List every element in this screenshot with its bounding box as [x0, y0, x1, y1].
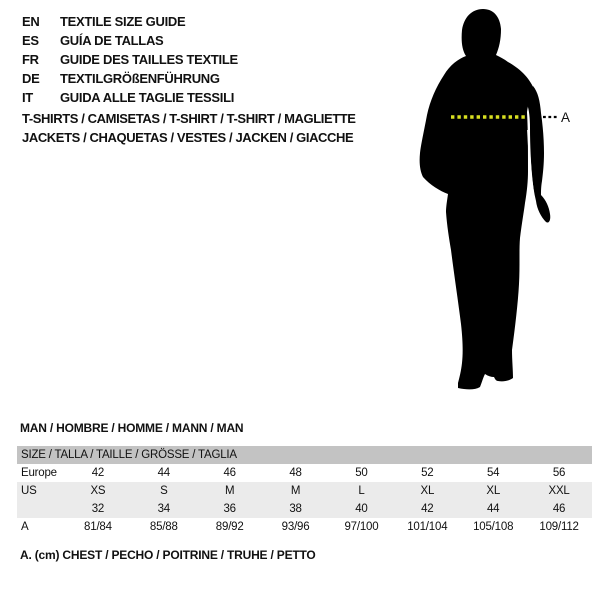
table-cell: 44 — [486, 503, 500, 515]
table-cell: 42 — [421, 503, 434, 515]
size-table-header-row — [17, 446, 592, 464]
table-cell: 81/84 — [84, 521, 112, 533]
language-label: GUIDE DES TAILLES TEXTILE — [60, 52, 238, 67]
language-code: ES — [22, 33, 39, 48]
language-list — [22, 12, 238, 107]
table-cell: 50 — [355, 467, 368, 479]
row-label: US — [21, 485, 37, 497]
language-row — [22, 31, 238, 50]
table-cell: 44 — [157, 467, 171, 479]
table-cell: 93/96 — [281, 521, 310, 533]
table-cell: 46 — [223, 467, 236, 479]
table-cell: 109/112 — [539, 521, 579, 533]
table-row-chest — [17, 518, 592, 536]
table-row-europe — [17, 464, 592, 482]
man-silhouette-svg — [395, 0, 600, 400]
table-cell: 46 — [552, 503, 566, 515]
table-cell: XL — [486, 485, 501, 497]
table-cell: XS — [90, 485, 106, 497]
language-code: IT — [22, 90, 33, 105]
language-label: TEXTILGRÖßENFÜHRUNG — [60, 71, 220, 86]
table-cell: 54 — [486, 467, 500, 479]
language-row — [22, 88, 238, 107]
measurement-label: A — [561, 110, 571, 125]
category-lines — [22, 109, 356, 147]
table-cell: 105/108 — [473, 521, 514, 533]
silhouette-body — [420, 9, 534, 389]
table-cell: 38 — [289, 503, 302, 515]
section-title-man: MAN / HOMBRE / HOMME / MANN / MAN — [20, 421, 244, 435]
table-cell: 40 — [355, 503, 368, 515]
size-table-header: SIZE / TALLA / TAILLE / GRÖSSE / TAGLIA — [17, 446, 592, 464]
language-row — [22, 50, 238, 69]
category-line-jackets: JACKETS / CHAQUETAS / VESTES / JACKEN / GIACCHE — [22, 130, 354, 145]
language-row — [22, 69, 238, 88]
size-table — [17, 446, 592, 536]
language-code: DE — [22, 71, 40, 86]
table-cell: 32 — [91, 503, 105, 515]
table-cell: 52 — [421, 467, 434, 479]
table-cell: 48 — [289, 467, 302, 479]
row-label: Europe — [21, 467, 57, 479]
language-code: FR — [22, 52, 39, 67]
man-silhouette-figure — [395, 0, 600, 400]
silhouette-right-arm — [527, 86, 550, 223]
table-cell: L — [358, 485, 365, 497]
row-label — [17, 500, 65, 518]
category-line-tshirts: T-SHIRTS / CAMISETAS / T-SHIRT / T-SHIRT / MAGLIETTE — [22, 111, 356, 126]
table-cell: 36 — [223, 503, 236, 515]
language-code: EN — [22, 14, 40, 29]
language-label: GUIDA ALLE TAGLIE TESSILI — [60, 90, 235, 105]
language-label: TEXTILE SIZE GUIDE — [60, 14, 186, 29]
table-row-us-numeric — [17, 500, 592, 518]
language-label: GUÍA DE TALLAS — [60, 33, 164, 48]
table-cell: 56 — [552, 467, 566, 479]
table-cell: M — [224, 485, 235, 497]
table-row-us — [17, 482, 592, 500]
table-cell: XXL — [548, 485, 570, 497]
table-cell: 97/100 — [344, 521, 379, 533]
measurement-footnote: A. (cm) CHEST / PECHO / POITRINE / TRUHE / PETTO — [20, 548, 316, 562]
table-cell: 89/92 — [215, 521, 244, 533]
table-cell: XL — [420, 485, 435, 497]
table-cell: 101/104 — [407, 521, 448, 533]
language-row — [22, 12, 238, 31]
table-cell: 85/88 — [149, 521, 178, 533]
table-cell: 34 — [157, 503, 171, 515]
table-cell: M — [290, 485, 301, 497]
table-cell: 42 — [91, 467, 105, 479]
table-cell: S — [160, 485, 168, 497]
row-label: A — [21, 521, 29, 533]
